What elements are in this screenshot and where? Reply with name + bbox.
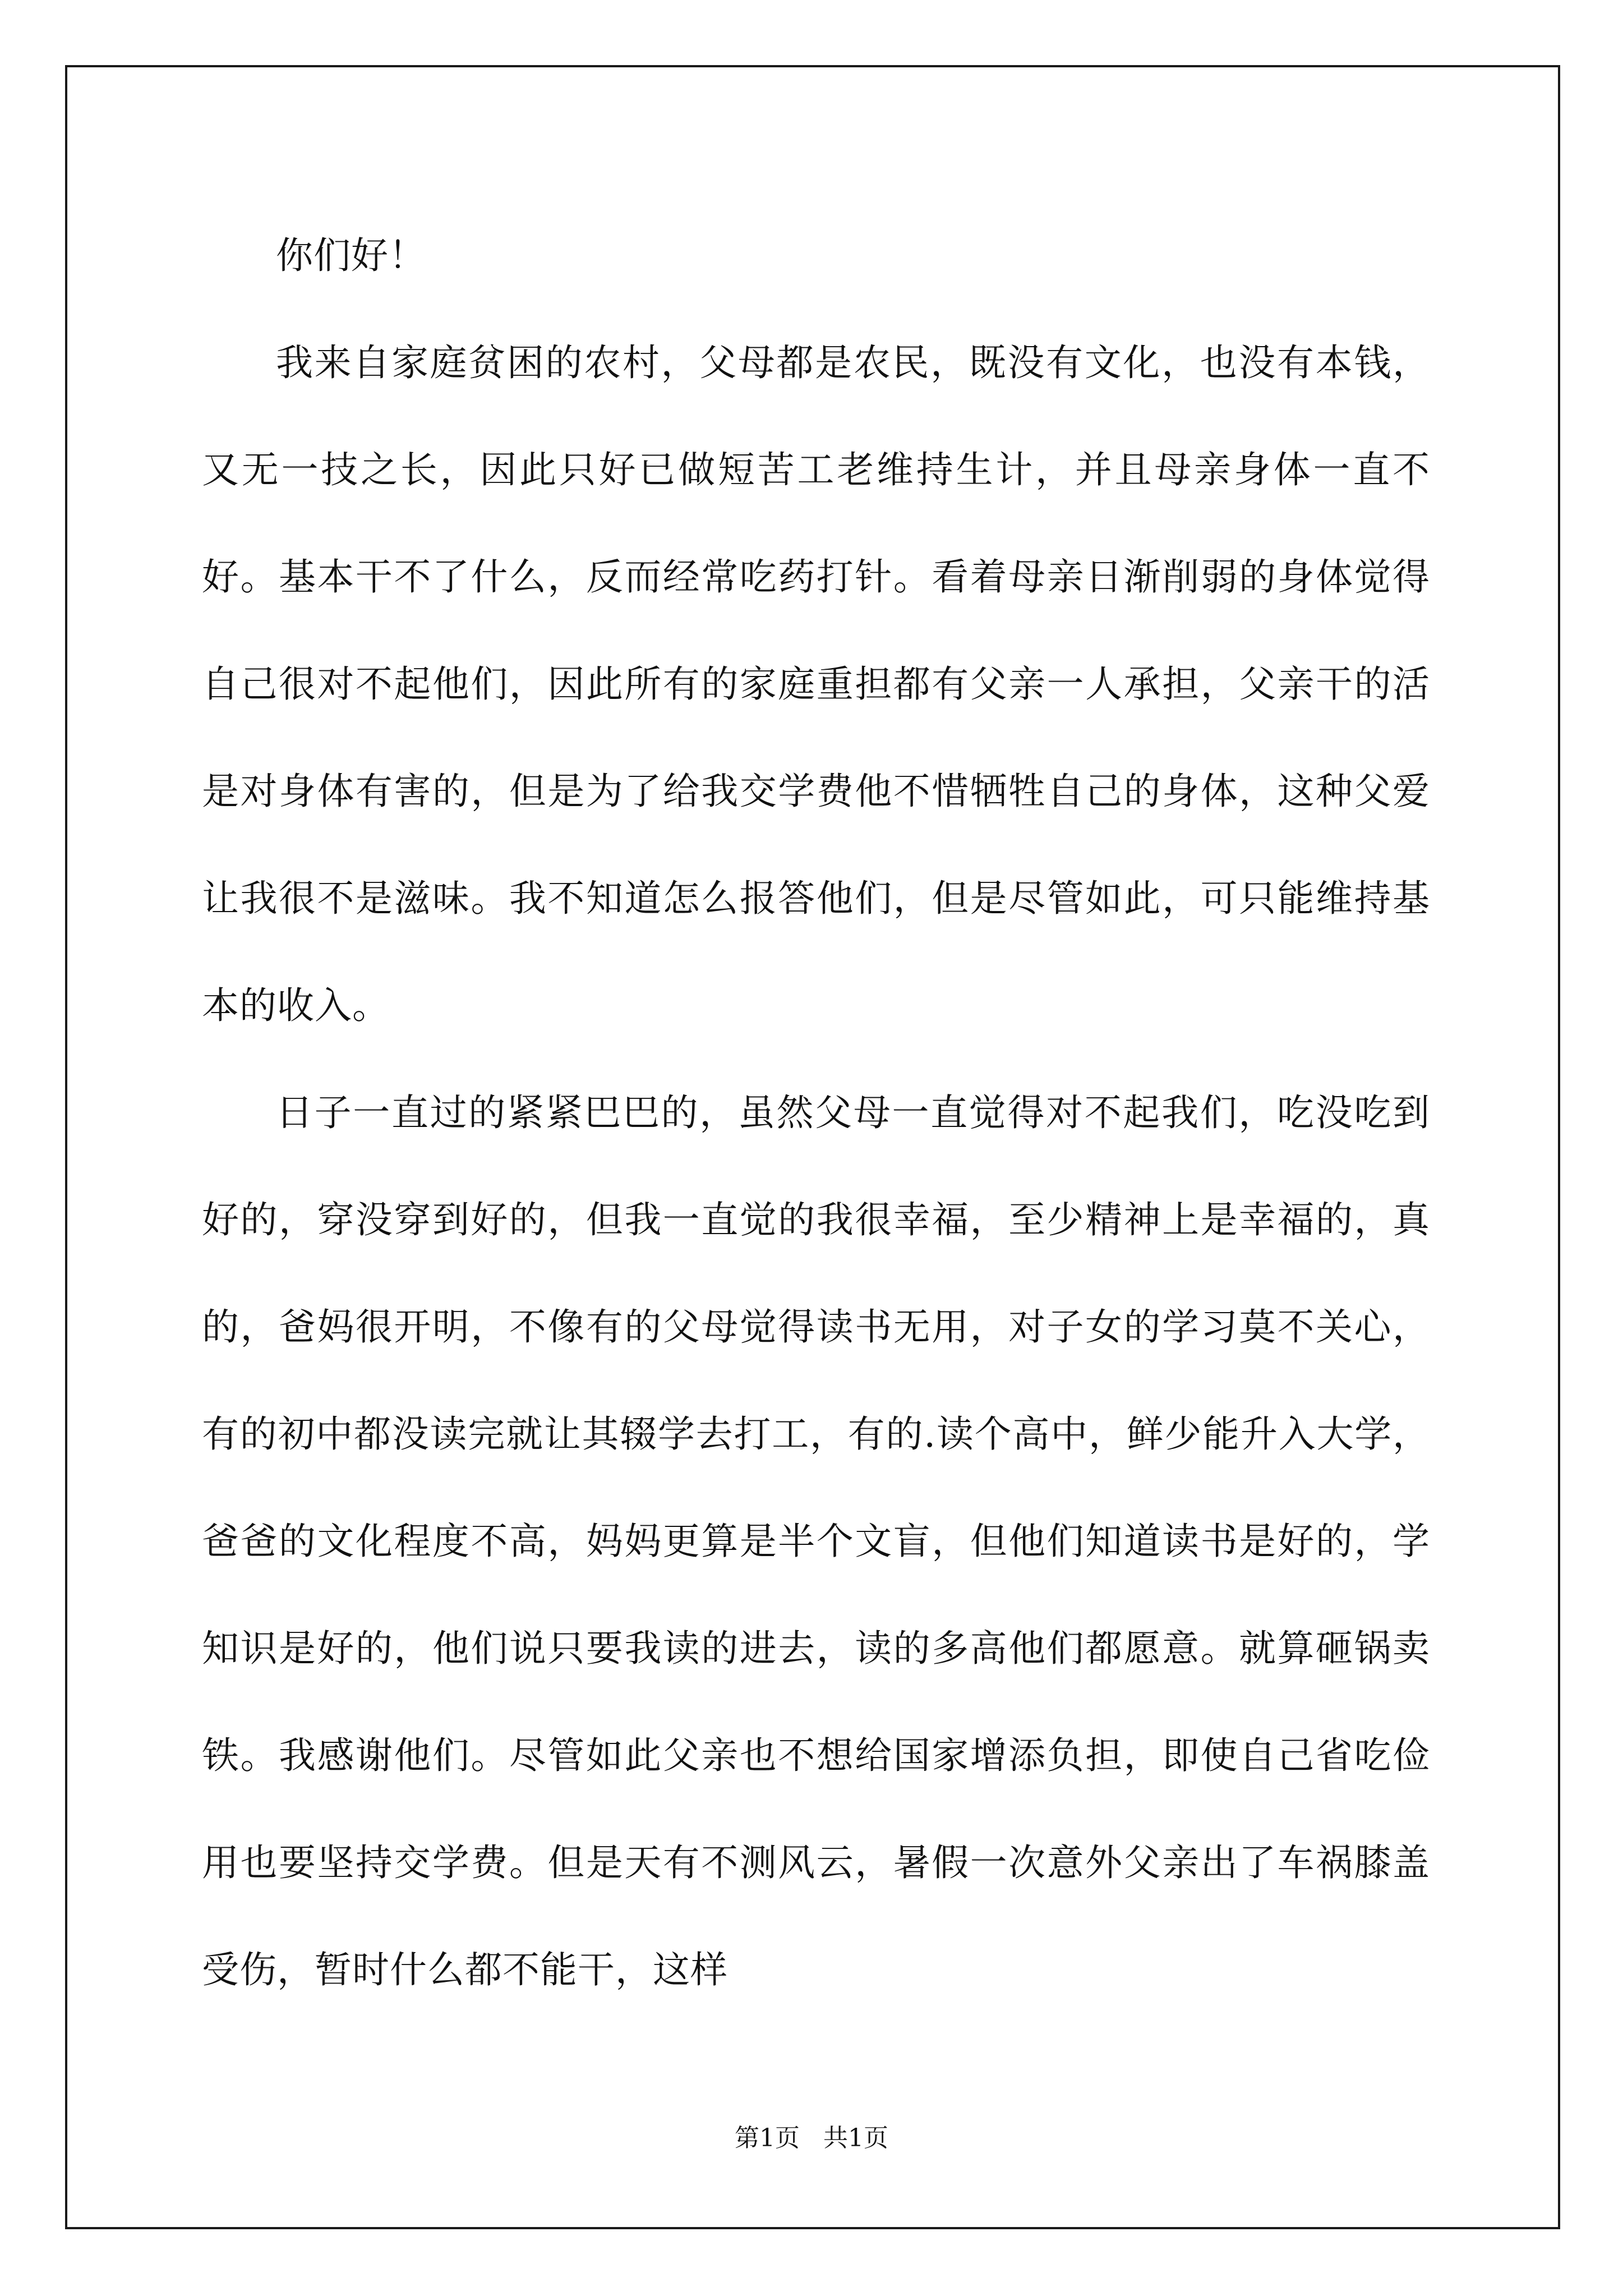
paragraph-2: 日子一直过的紧紧巴巴的，虽然父母一直觉得对不起我们，吃没吃到好的，穿没穿到好的，但我一直觉的我很幸福，至少精神上是幸福的，真的，爸妈很开明，不像有的父母觉得读书无用，对子女的学习莫不关心，有的初中都没读完就让其辍学去打工，有的.读个高中，鲜少能升入大学，爸爸的文化程度不高，妈妈更算是半个文盲，但他们知道读书是好的，学知识是好的，他们说只要我读的进去，读的多高他们都愿意。就算砸锅卖铁。我感谢他们。尽管如此父亲也不想给国家增添负担，即使自己省吃俭用也要坚持交学费。但是天有不测风云，暑假一次意外父亲出了车祸膝盖受伤，暂时什么都不能干，这样: [202, 1091, 1430, 1991]
greeting: 你们好！: [276, 234, 426, 277]
page-footer: 第1页 共1页: [735, 2124, 888, 2152]
document-body: [202, 202, 1430, 2023]
paragraph-1: 我来自家庭贫困的农村，父母都是农民，既没有文化，也没有本钱，又无一技之长，因此只好已做短苦工老维持生计，并且母亲身体一直不好。基本干不了什么，反而经常吃药打针。看着母亲日渐削弱的身体觉得自己很对不起他们，因此所有的家庭重担都有父亲一人承担，父亲干的活是对身体有害的，但是为了给我交学费他不惜牺牲自己的身体，这种父爱让我很不是滋味。我不知道怎么报答他们，但是尽管如此，可只能维持基本的收入。: [202, 341, 1430, 1027]
